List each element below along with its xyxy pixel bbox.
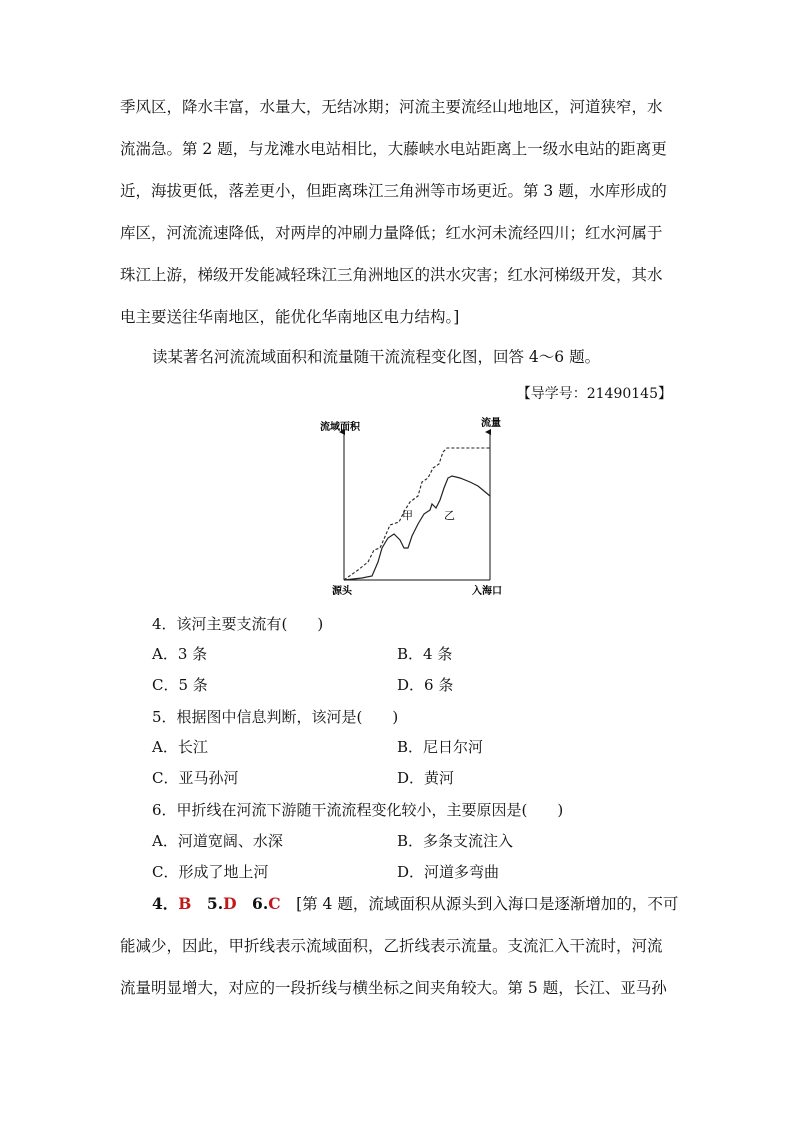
question-4-option-c: C．5 条 — [152, 676, 208, 694]
answer-line-3: 流量明显增大，对应的一段折线与横坐标之间夹角较大。第 5 题，长江、亚马孙 — [120, 979, 667, 997]
question-5-option-b: B．尼日尔河 — [397, 738, 484, 756]
answer-4-number: 4． — [152, 894, 179, 913]
origin-label: 源头 — [332, 586, 352, 597]
question-6-option-b: B．多条支流注入 — [397, 832, 514, 850]
question-6-option-d: D．河道多弯曲 — [397, 863, 500, 881]
explanation-line-1: 季风区，降水丰富，水量大，无结冰期；河流主要流经山地地区，河道狭窄，水 — [120, 98, 663, 116]
series-yi-label: 乙 — [444, 509, 455, 522]
answer-6-letter: C — [268, 894, 281, 913]
question-5-stem: 5．根据图中信息判断，该河是( ) — [152, 708, 399, 726]
answer-6-number: 6. — [252, 894, 269, 913]
answer-4-letter: B — [178, 894, 192, 913]
question-5-option-c: C．亚马孙河 — [152, 769, 239, 787]
left-axis-label: 流域面积 — [320, 422, 360, 433]
series-jia-label: 甲 — [402, 509, 413, 522]
answer-line-2: 能减少，因此，甲折线表示流域面积，乙折线表示流量。支流汇入干流时，河流 — [120, 937, 663, 955]
answer-5-number: 5. — [206, 894, 224, 913]
reference-number: 【导学号：21490145】 — [516, 386, 672, 402]
question-4-option-a: A．3 条 — [152, 645, 208, 663]
river-figure — [312, 412, 512, 602]
explanation-line-4: 库区，河流流速降低，对两岸的冲刷力量降低；红水河未流经四川；红水河属于 — [120, 224, 663, 242]
explanation-line-2: 流湍急。第 2 题，与龙滩水电站相比，大藤峡水电站距离上一级水电站的距离更 — [120, 140, 667, 158]
explanation-line-3: 近，海拔更低，落差更小，但距离珠江三角洲等市场更近。第 3 题，水库形成的 — [120, 182, 667, 200]
explanation-line-5: 珠江上游，梯级开发能减轻珠江三角洲地区的洪水灾害；红水河梯级开发，其水 — [120, 266, 663, 284]
question-4-option-d: D．6 条 — [397, 676, 454, 694]
question-4-stem: 4．该河主要支流有( ) — [152, 615, 324, 633]
question-5-option-a: A．长江 — [152, 738, 208, 756]
question-6-option-a: A．河道宽阔、水深 — [152, 832, 283, 850]
question-6-option-c: C．形成了地上河 — [152, 863, 269, 881]
question-6-stem: 6．甲折线在河流下游随干流流程变化较小，主要原因是( ) — [152, 801, 564, 819]
end-label: 入海口 — [472, 586, 502, 597]
question-4-option-b: B．4 条 — [397, 645, 453, 663]
explanation-line-6: 电主要送往华南地区，能优化华南地区电力结构。] — [120, 308, 460, 326]
series-jia-line — [344, 448, 490, 580]
question-5-option-d: D．黄河 — [397, 769, 455, 787]
answer-5-letter: D — [223, 894, 237, 913]
question-intro: 读某著名河流流域面积和流量随干流流程变化图，回答 4～6 题。 — [152, 348, 601, 366]
series-yi-line — [344, 476, 490, 580]
answer-line-1 — [152, 892, 678, 914]
right-axis-label: 流量 — [481, 418, 501, 429]
answer-explanation-1: [第 4 题，流域面积从源头到入海口是逐渐增加的，不可 — [296, 895, 679, 913]
